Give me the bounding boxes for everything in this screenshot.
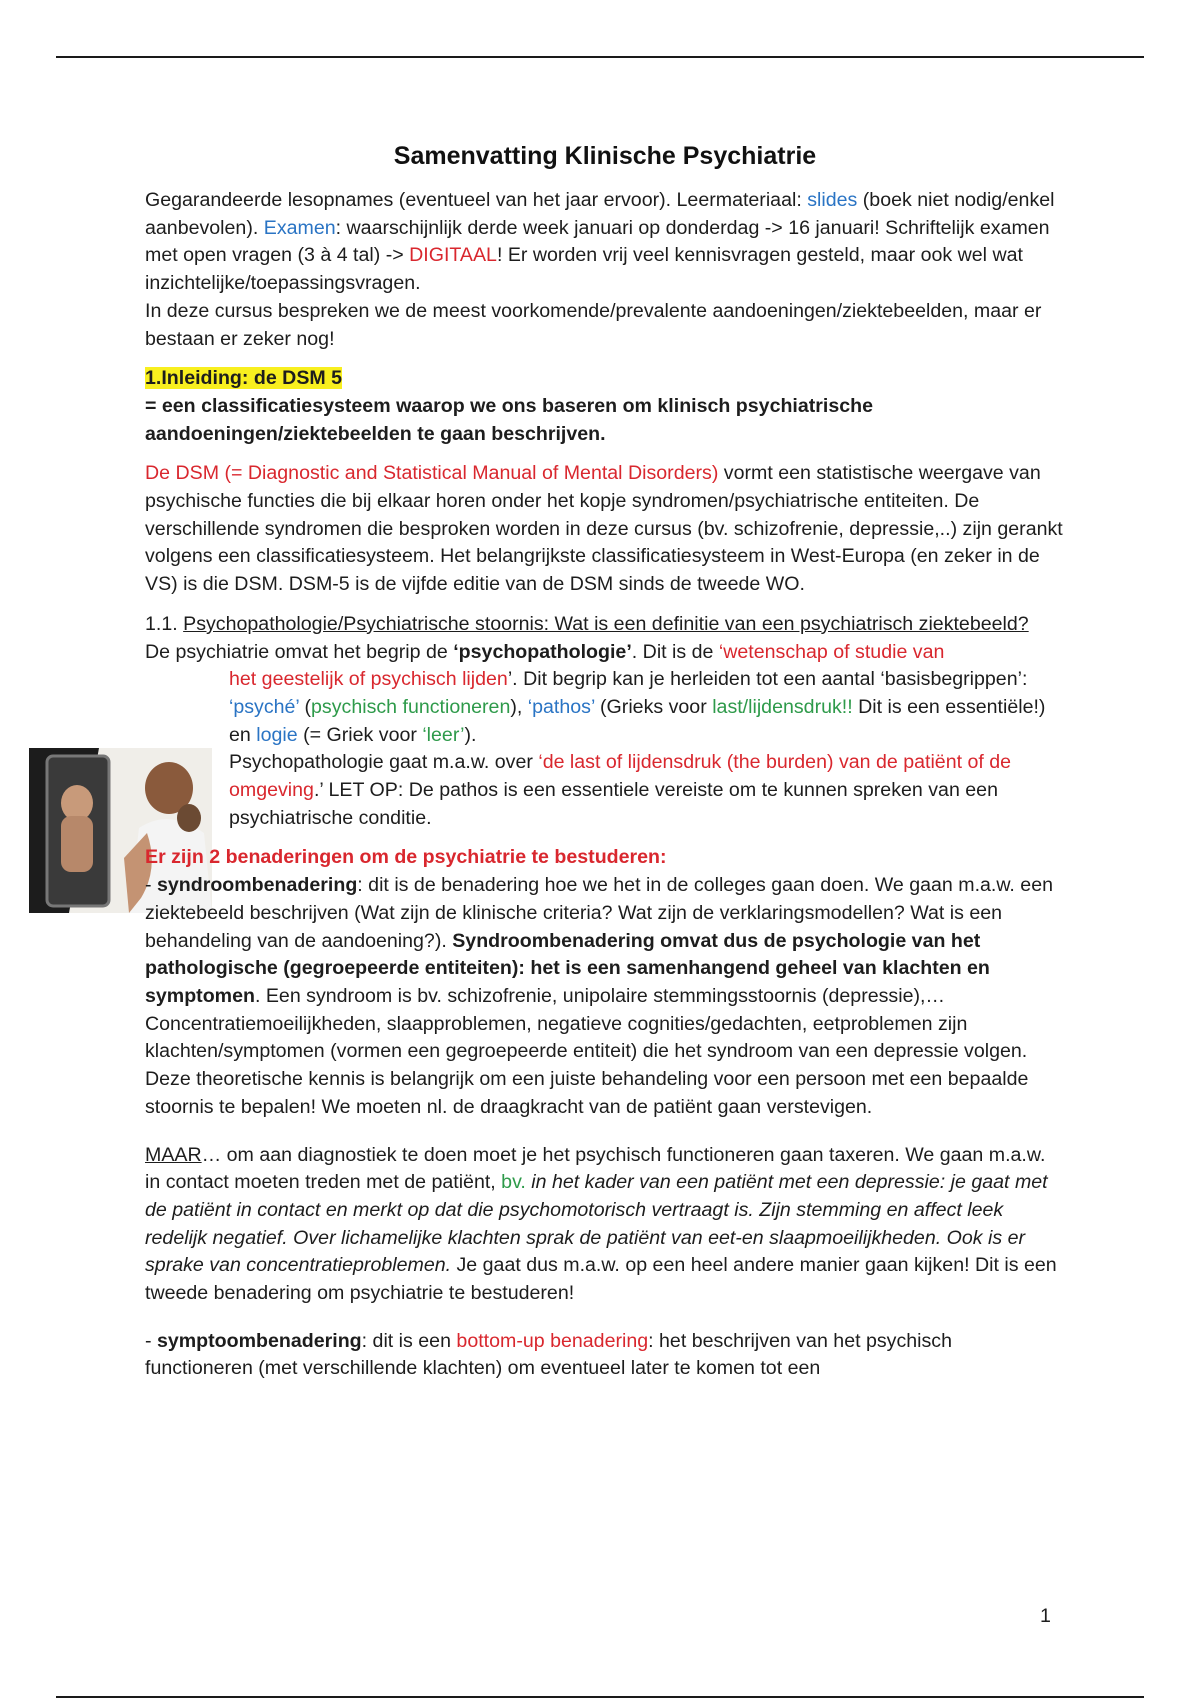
maar-text-2: Je gaat dus m.a.w. op een heel andere manier gaan kijken! Dit is een tweede benadering om psychiatrie te bestuderen! xyxy=(145,1254,1057,1305)
maar-example: in het kader van een patiënt met een depressie: je gaat met de patiënt in contact en merkt op dat die psychomotorisch vertraagt is. Zijn stemming en affect leek redelijk negatief. Over lichamelijke klachten sprak de patiënt van eet-en slaapmoeilijkheden. Ook is er sprake van concentratieproblemen. xyxy=(145,1171,1048,1277)
dsm-text: vormt een statistische weergave van psychische functies die bij elkaar horen onder het kopje syndromen/psychiatrische entiteiten. De verschillende syndromen die besproken worden in deze cursus (bv. schizofrenie, depressie,..) zijn gerankt volgens een classificatiesysteem. Het belangrijkste classificatiesysteem in West-Europa (en zeker in de VS) is die DSM. DSM-5 is de vijfde editie van de DSM sinds de tweede WO. xyxy=(145,462,1063,596)
document-body xyxy=(145,140,1065,1383)
last-term: last/lijdensdruk!! xyxy=(712,695,853,718)
section-1-1-heading xyxy=(145,611,1065,639)
approaches-heading: Er zijn 2 benaderingen om de psychiatrie te bestuderen: xyxy=(145,846,667,869)
psyche-term: ‘psyché’ xyxy=(229,695,300,718)
examen-term: Examen xyxy=(263,216,336,239)
symptoom-dash: - xyxy=(145,1329,157,1352)
logie-term: logie xyxy=(256,723,298,746)
syndroom-text-2: . Een syndroom is bv. schizofrenie, unipolaire stemmingsstoornis (depressie),… Concentratiemoeilijkheden, slaapproblemen, negatieve cognities/gedachten, eetproblemen zijn klachten/symptomen (vormen een gegroepeerde entiteit) die het syndroom van een depressie volgen. xyxy=(145,984,1028,1063)
syndroom-text-1: : dit is de benadering hoe we het in de colleges gaan doen. We gaan m.a.w. een ziektebeeld beschrijven (Wat zijn de klinische criteria? Wat zijn de verklaringsmodellen? Wat is een behandeling van de aandoening?). xyxy=(145,874,1053,952)
maar-text-1: … om aan diagnostiek te doen moet je het psychisch functioneren gaan taxeren. We gaan m.a.w. in contact moeten treden met de patiënt, xyxy=(145,1143,1046,1194)
section-1-1-number: 1.1. xyxy=(145,612,184,635)
basis-text-1: ’. Dit begrip kan je herleiden tot een aantal ‘basisbegrippen’: xyxy=(507,668,1028,691)
indented-paragraph xyxy=(145,666,1065,832)
lijdensdruk-text-1: Psychopathologie gaat m.a.w. over xyxy=(229,751,539,774)
basis-text-3: ), xyxy=(510,695,528,718)
section-1-definition: = een classificatiesysteem waarop we ons baseren om klinisch psychiatrische aandoeningen/ziektebeelden te gaan beschrijven. xyxy=(145,394,874,445)
section-1-heading-text: 1.Inleiding: de DSM 5 xyxy=(145,367,343,390)
lijdensdruk-text-2: .’ LET OP: De pathos is een essentiele vereiste om te kunnen spreken van een psychiatrische conditie. xyxy=(229,779,998,829)
syndroombenadering-term: syndroombenadering xyxy=(156,874,358,897)
lijdensdruk-term: ‘de last of lijdensdruk (the burden) van de patiënt of de omgeving xyxy=(229,751,1012,802)
intro-paragraph xyxy=(145,187,1065,298)
section-1-heading xyxy=(145,365,1065,393)
basisbegrippen-paragraph xyxy=(229,666,1065,749)
psycho-text-1: De psychiatrie omvat het begrip de xyxy=(145,640,454,663)
wetenschap-term: ‘wetenschap of studie van xyxy=(718,640,945,663)
symptoom-text-2: : het beschrijven van het psychisch functioneren (met verschillende klachten) om eventueel later te komen tot een xyxy=(145,1329,953,1380)
lijdensdruk-paragraph xyxy=(229,749,1065,832)
symptoom-text-1: : dit is een xyxy=(361,1329,457,1352)
maar-paragraph xyxy=(145,1142,1065,1308)
lijden-term: het geestelijk of psychisch lijden xyxy=(229,668,508,691)
symptoom-paragraph xyxy=(145,1328,1065,1383)
basis-text-5: Dit is een essentiële!) en xyxy=(229,695,1046,746)
header-rule xyxy=(56,56,1144,58)
dsm-paragraph xyxy=(145,460,1065,599)
basis-text-6: (= Griek voor xyxy=(297,723,423,746)
slides-term: slides xyxy=(807,189,858,211)
leer-term: ‘leer’ xyxy=(422,723,465,746)
bottom-up-term: bottom-up benadering xyxy=(456,1329,649,1352)
intro-text-3: : waarschijnlijk derde week januari op donderdag -> 16 januari! Schriftelijk examen met open vragen (3 à 4 tal) -> xyxy=(145,216,1050,267)
footer-rule xyxy=(56,1696,1144,1698)
maar-term: MAAR xyxy=(145,1143,202,1166)
symptoombenadering-term: symptoombenadering xyxy=(156,1329,362,1352)
syndroom-bold-definition: Syndroombenadering omvat dus de psychologie van het pathologische (gegroepeerde entiteiten): het is een samenhangend geheel van klachten en symptomen xyxy=(145,929,990,1007)
digitaal-term: DIGITAAL xyxy=(409,244,497,267)
syndroom-dash: - xyxy=(145,874,157,897)
syndroom-paragraph xyxy=(145,872,1065,1066)
basis-text-7: ). xyxy=(464,723,477,746)
dsm-term: De DSM (= Diagnostic and Statistical Manual of Mental Disorders) xyxy=(145,462,719,485)
intro-text-2: (boek niet nodig/enkel aanbevolen). xyxy=(145,189,1055,239)
intro-text-1: Gegarandeerde lesopnames (eventueel van het jaar ervoor). Leermateriaal: xyxy=(145,189,808,211)
psychopathologie-term: ‘psychopathologie’ xyxy=(453,640,632,663)
page-number: 1 xyxy=(1040,1605,1051,1627)
section-1-1-title: Psychopathologie/Psychiatrische stoornis: Wat is een definitie van een psychiatrisch ziektebeeld? xyxy=(183,612,1029,635)
basis-text-4: (Grieks voor xyxy=(594,695,713,718)
psychisch-term: psychisch functioneren xyxy=(311,695,511,718)
page-title: Samenvatting Klinische Psychiatrie xyxy=(393,142,817,170)
intro-text-4: ! Er worden vrij veel kennisvragen gesteld, maar ook wel wat inzichtelijke/toepassingsvragen. xyxy=(145,244,1023,295)
psychopathologie-line xyxy=(145,639,1065,667)
basis-text-2: ( xyxy=(299,695,312,718)
theoretische-kennis-paragraph: Deze theoretische kennis is belangrijk om een juiste behandeling voor een persoon met een bepaalde stoornis te bepalen! We moeten nl. de draagkracht van de patiënt gaan verstevigen. xyxy=(145,1068,1029,1118)
psycho-text-2: . Dit is de xyxy=(631,640,719,663)
intro-paragraph-2: In deze cursus bespreken we de meest voorkomende/prevalente aandoeningen/ziektebeelden, maar er bestaan er zeker nog! xyxy=(145,299,1042,350)
pathos-term: ‘pathos’ xyxy=(527,695,595,718)
bv-term: bv. xyxy=(501,1171,526,1194)
